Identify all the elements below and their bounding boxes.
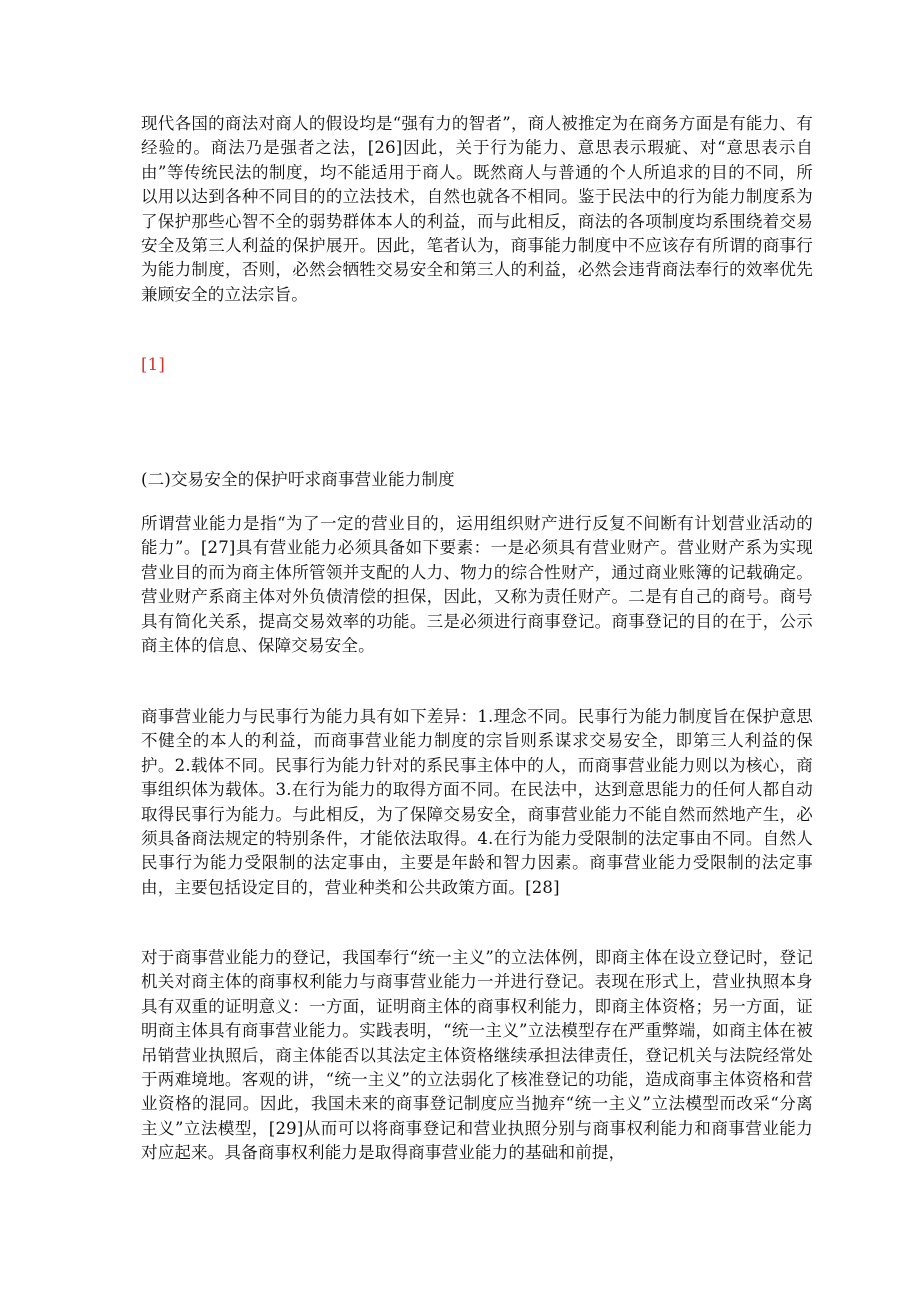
section-heading: (二)交易安全的保护吁求商事营业能力制度 xyxy=(141,470,455,489)
paragraph-capacity-differences: 商事营业能力与民事行为能力具有如下差异：1.理念不同。民事行为能力制度旨在保护意思不健全的本人的利益，而商事营业能力制度的宗旨则系谋求交易安全，即第三人利益的保护。2.载体不同。民事行为能力针对的系民事主体中的人，而商事营业能力则以为核心，商事组织体为载体。3.在行为能力的取得方面不同。在民法中，达到意思能力的任何人都自动取得民事行为能力。与此相反，为了保障交易安全，商事营业能力不能自然而然地产生，必须具备商法规定的特别条件，才能依法取得。4.在行为能力受限制的法定事由不同。自然人民事行为能力受限制的法定事由，主要是年龄和智力因素。商事营业能力受限制的法定事由，主要包括设定目的，营业种类和公共政策方面。[28] xyxy=(141,707,813,897)
reference-link[interactable]: [1] xyxy=(141,355,165,374)
paragraph-registration: 对于商事营业能力的登记，我国奉行“统一主义”的立法体例，即商主体在设立登记时，登记机关对商主体的商事权利能力与商事营业能力一并进行登记。表现在形式上，营业执照本身具有双重的证明意义：一方面，证明商主体的商事权利能力，即商主体资格；另一方面，证明商主体具有商事营业能力。实践表明，“统一主义”立法模型存在严重弊端，如商主体在被吊销营业执照后，商主体能否以其法定主体资格继续承担法律责任，登记机关与法院经常处于两难境地。客观的讲，“统一主义”的立法弱化了核准登记的功能，造成商事主体资格和营业资格的混同。因此，我国未来的商事登记制度应当抛弃“统一主义”立法模型而改采“分离主义”立法模型，[29]从而可以将商事登记和营业执照分别与商事权利能力和商事营业能力对应起来。具备商事权利能力是取得商事营业能力的基础和前提， xyxy=(141,948,813,1163)
paragraph-merchant-assumption: 现代各国的商法对商人的假设均是“强有力的智者”，商人被推定为在商务方面是有能力、有经验的。商法乃是强者之法，[26]因此，关于行为能力、意思表示瑕疵、对“意思表示自由”等传统民法的制度，均不能适用于商人。既然商人与普通的个人所追求的目的不同，所以用以达到各种不同目的的立法技术，自然也就各不相同。鉴于民法中的行为能力制度系为了保护那些心智不全的弱势群体本人的利益，而与此相反，商法的各项制度均系围绕着交易安全及第三人利益的保护展开。因此，笔者认为，商事能力制度中不应该存有所谓的商事行为能力制度，否则，必然会牺牲交易安全和第三人的利益，必然会违背商法奉行的效率优先兼顾安全的立法宗旨。 xyxy=(141,114,813,304)
paragraph-business-capacity-definition: 所谓营业能力是指“为了一定的营业目的，运用组织财产进行反复不间断有计划营业活动的能力”。[27]具有营业能力必须具备如下要素：一是必须具有营业财产。营业财产系为实现营业目的而为商主体所管领并支配的人力、物力的综合性财产，通过商业账簿的记载确定。营业财产系商主体对外负债清偿的担保，因此，又称为责任财产。二是有自己的商号。商号具有简化关系，提高交易效率的功能。三是必须进行商事登记。商事登记的目的在于，公示商主体的信息、保障交易安全。 xyxy=(141,514,813,656)
